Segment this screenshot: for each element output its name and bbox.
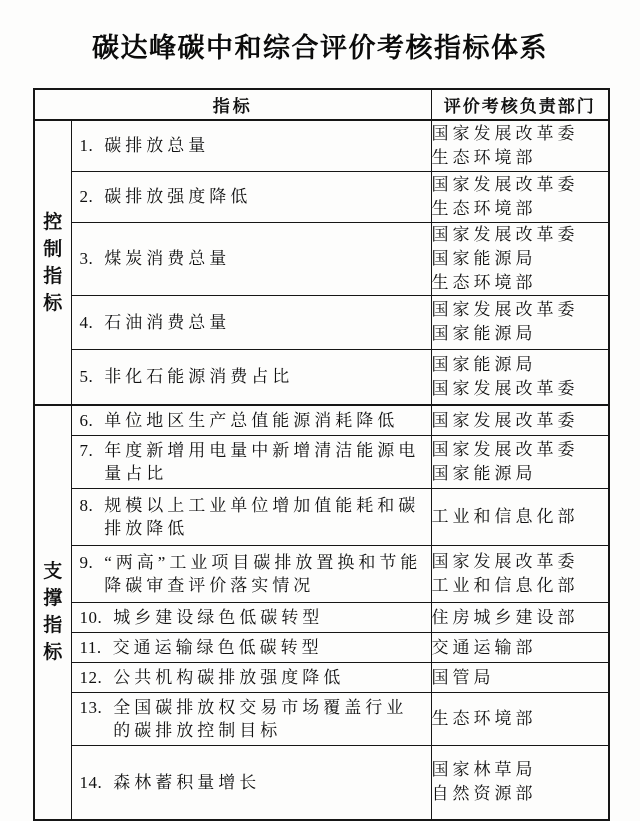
department-line: 国家发展改革委 — [431, 123, 579, 143]
department-line: 住房城乡建设部 — [431, 607, 579, 627]
department-cell — [431, 436, 609, 489]
indicator-text: 城乡建设绿色低碳转型 — [113, 608, 324, 627]
group-label: 支 撑 指 标 — [43, 561, 63, 664]
indicator-number: 5. — [79, 367, 94, 387]
indicator-number: 10. — [79, 608, 103, 627]
indicator-cell — [71, 663, 431, 693]
group-label-cell — [34, 120, 71, 405]
indicator-text: 碳排放强度降低 — [104, 187, 252, 206]
department-cell — [431, 295, 609, 349]
indicator-table — [33, 88, 610, 821]
department-line: 国家发展改革委 — [431, 378, 579, 398]
table-row — [34, 603, 609, 633]
indicator-text: 全国碳排放权交易市场覆盖行业的碳排放控制目标 — [113, 698, 408, 740]
department-line: 国家能源局 — [431, 324, 537, 343]
department-line: 国管局 — [431, 667, 495, 687]
indicator-cell — [71, 405, 431, 436]
table-header-row — [34, 89, 609, 120]
indicator-text: 交通运输绿色低碳转型 — [112, 638, 323, 657]
table-row — [34, 405, 609, 436]
table-row — [34, 633, 609, 663]
indicator-number: 6. — [79, 411, 94, 430]
department-cell — [431, 171, 609, 222]
indicator-number: 3. — [79, 249, 94, 268]
indicator-text: 非化石能源消费占比 — [104, 367, 294, 387]
table-row — [34, 120, 609, 171]
table-row — [34, 693, 609, 746]
header-indicator: 指标 — [34, 89, 431, 120]
department-line: 国家发展改革委 — [431, 440, 579, 459]
indicator-cell — [71, 120, 431, 171]
table-row — [34, 295, 609, 349]
department-cell — [431, 546, 609, 603]
table-row — [34, 171, 609, 222]
department-line: 生态环境部 — [431, 709, 537, 728]
header-department: 评价考核负责部门 — [431, 89, 609, 120]
indicator-number: 14. — [79, 772, 103, 792]
indicator-text: 公共机构碳排放强度降低 — [113, 668, 345, 687]
department-cell — [431, 405, 609, 436]
department-cell — [431, 222, 609, 295]
indicator-number: 13. — [79, 698, 103, 717]
table-row — [34, 222, 609, 295]
indicator-cell — [71, 546, 431, 603]
page-title: 碳达峰碳中和综合评价考核指标体系 — [92, 33, 548, 63]
indicator-number: 7. — [79, 441, 94, 460]
department-line: 国家发展改革委 — [431, 552, 579, 571]
table-row — [34, 489, 609, 546]
indicator-number: 8. — [79, 496, 94, 515]
department-line: 国家林草局 — [431, 760, 537, 780]
department-line: 国家发展改革委 — [431, 224, 579, 244]
department-line: 生态环境部 — [431, 198, 537, 218]
table-row — [34, 546, 609, 603]
indicator-cell — [71, 349, 431, 405]
indicator-cell — [71, 693, 431, 746]
group-label-cell — [34, 405, 71, 820]
department-line: 工业和信息化部 — [431, 576, 579, 595]
indicator-text: 森林蓄积量增长 — [113, 772, 261, 792]
department-line: 自然资源部 — [431, 784, 537, 804]
department-line: 工业和信息化部 — [431, 507, 579, 526]
department-line: 生态环境部 — [431, 272, 537, 292]
indicator-cell — [71, 222, 431, 295]
indicator-text: 碳排放总量 — [104, 136, 210, 156]
department-cell — [431, 489, 609, 546]
indicator-cell — [71, 295, 431, 349]
department-line: 国家发展改革委 — [431, 410, 579, 430]
indicator-cell — [71, 436, 431, 489]
table-row — [34, 663, 609, 693]
department-cell — [431, 746, 609, 820]
indicator-text: 年度新增用电量中新增清洁能源电量占比 — [104, 441, 420, 483]
table-row — [34, 436, 609, 489]
indicator-number: 11. — [79, 638, 102, 657]
department-line: 国家能源局 — [431, 248, 537, 268]
department-line: 国家能源局 — [431, 464, 537, 483]
indicator-cell — [71, 171, 431, 222]
indicator-number: 1. — [79, 136, 94, 156]
indicator-number: 12. — [79, 668, 103, 687]
indicator-table-body — [34, 120, 609, 820]
indicator-text: 煤炭消费总量 — [104, 249, 231, 268]
indicator-number: 4. — [79, 312, 94, 332]
table-row — [34, 746, 609, 820]
department-cell — [431, 663, 609, 693]
table-row — [34, 349, 609, 405]
indicator-cell — [71, 746, 431, 820]
indicator-text: “两高”工业项目碳排放置换和节能降碳审查评价落实情况 — [104, 553, 422, 595]
indicator-number: 9. — [79, 553, 94, 572]
department-cell — [431, 693, 609, 746]
indicator-text: 单位地区生产总值能源消耗降低 — [104, 411, 399, 430]
department-line: 国家发展改革委 — [431, 174, 579, 194]
indicator-number: 2. — [79, 187, 94, 206]
department-cell — [431, 633, 609, 663]
department-cell — [431, 349, 609, 405]
department-line: 交通运输部 — [431, 637, 537, 657]
indicator-cell — [71, 603, 431, 633]
department-line: 国家能源局 — [431, 354, 537, 374]
indicator-cell — [71, 489, 431, 546]
indicator-text: 石油消费总量 — [104, 312, 231, 332]
department-line: 国家发展改革委 — [431, 300, 579, 319]
department-cell — [431, 120, 609, 171]
indicator-text: 规模以上工业单位增加值能耗和碳排放降低 — [104, 496, 420, 538]
department-line: 生态环境部 — [431, 147, 537, 167]
group-label: 控 制 指 标 — [43, 211, 63, 314]
department-cell — [431, 603, 609, 633]
indicator-cell — [71, 633, 431, 663]
